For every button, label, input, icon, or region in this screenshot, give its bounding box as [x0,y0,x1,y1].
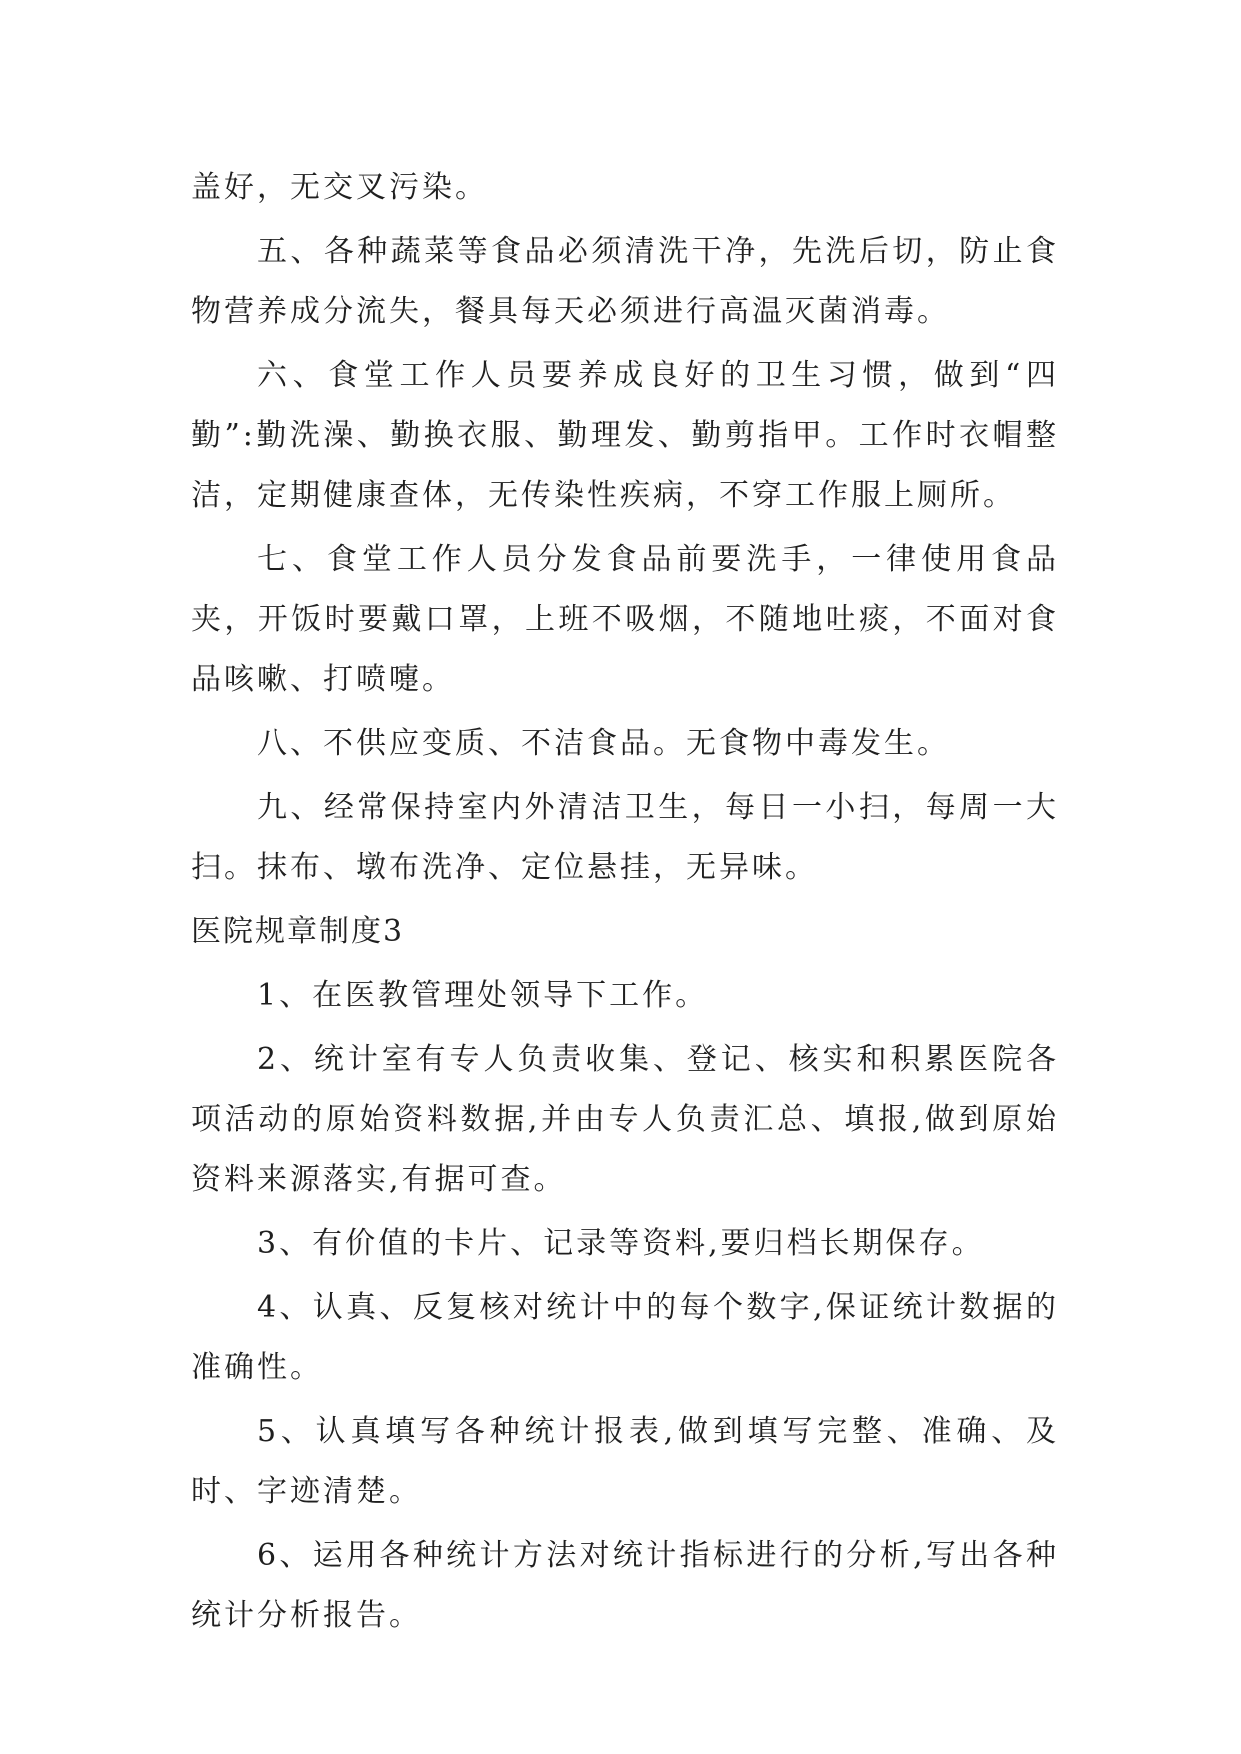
paragraph-rule-7: 七、食堂工作人员分发食品前要洗手，一律使用食品夹，开饭时要戴口罩，上班不吸烟，不随地吐痰，不面对食品咳嗽、打喷嚏。 [191,542,1059,697]
document-body [191,158,1059,1650]
paragraph-rule-6: 六、食堂工作人员要养成良好的卫生习惯，做到“四勤”:勤洗澡、勤换衣服、勤理发、勤剪指甲。工作时衣帽整洁，定期健康查体，无传染性疾病，不穿工作服上厕所。 [191,358,1059,513]
paragraph-item-2: 2、统计室有专人负责收集、登记、核实和积累医院各项活动的原始资料数据,并由专人负责汇总、填报,做到原始资料来源落实,有据可查。 [191,1042,1059,1197]
paragraph-item-4: 4、认真、反复核对统计中的每个数字,保证统计数据的准确性。 [191,1290,1059,1385]
paragraph-rule-8: 八、不供应变质、不洁食品。无食物中毒发生。 [257,726,950,761]
paragraph-item-5: 5、认真填写各种统计报表,做到填写完整、准确、及时、字迹清楚。 [191,1414,1059,1509]
paragraph-rule-9: 九、经常保持室内外清洁卫生，每日一小扫，每周一大扫。抹布、墩布洗净、定位悬挂，无异味。 [191,790,1059,885]
paragraph-item-1: 1、在医教管理处领导下工作。 [257,978,709,1013]
paragraph-rule-5: 五、各种蔬菜等食品必须清洗干净，先洗后切，防止食物营养成分流失，餐具每天必须进行高温灭菌消毒。 [191,234,1059,329]
paragraph-item-6: 6、运用各种统计方法对统计指标进行的分析,写出各种统计分析报告。 [191,1538,1059,1633]
paragraph-continuation: 盖好，无交叉污染。 [191,170,488,205]
paragraph-item-3: 3、有价值的卡片、记录等资料,要归档长期保存。 [257,1226,985,1261]
section-heading: 医院规章制度3 [191,914,405,949]
